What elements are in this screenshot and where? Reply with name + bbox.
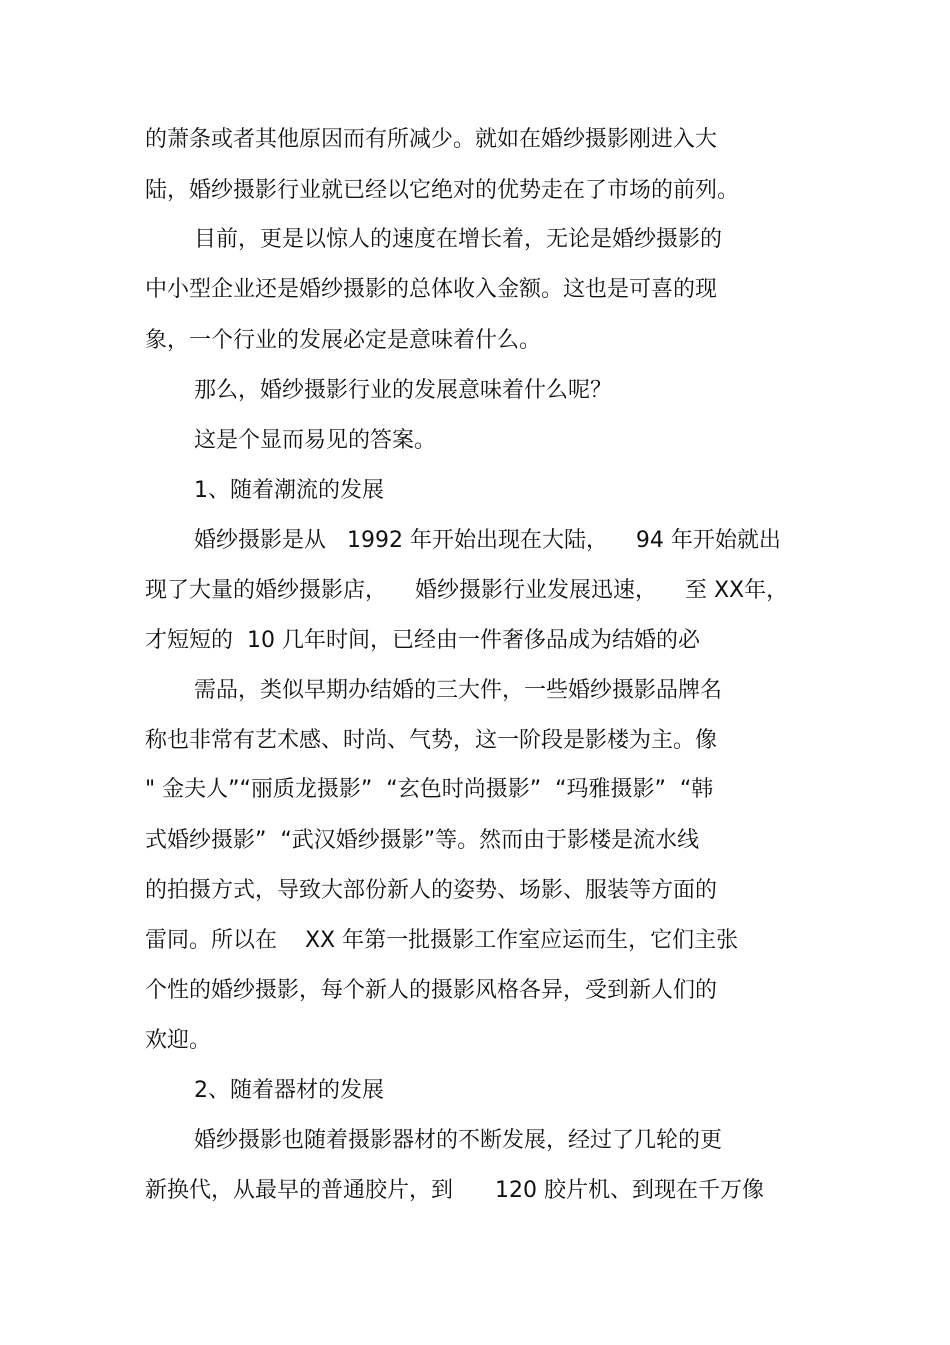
text-line: 象，一个行业的发展必定是意味着什么。 xyxy=(145,328,542,353)
text-line: 称也非常有艺术感、时尚、气势，这一阶段是影楼为主。像 xyxy=(145,728,718,753)
paragraph-start-line: 这是个显而易见的答案。 xyxy=(194,428,437,453)
text-line: 雷同。所以在 XX 年第一批摄影工作室应运而生，它们主张 xyxy=(145,928,739,953)
paragraph-start-line: 婚纱摄影也随着摄影器材的不断发展，经过了几轮的更 xyxy=(194,1128,723,1153)
text-line: 的拍摄方式，导致大部份新人的姿势、场影、服装等方面的 xyxy=(145,878,718,903)
paragraph-start-line: 婚纱摄影是从 1992 年开始出现在大陆， 94 年开始就出 xyxy=(194,528,781,553)
text-line: 才短短的 10 几年时间，已经由一件奢侈品成为结婚的必 xyxy=(145,628,700,653)
paragraph-start-line: 需品，类似早期办结婚的三大件，一些婚纱摄影品牌名 xyxy=(194,678,723,703)
text-line: 陆，婚纱摄影行业就已经以它绝对的优势走在了市场的前列。 xyxy=(145,178,740,203)
section-heading: 2、随着器材的发展 xyxy=(194,1078,384,1103)
text-line: 现了大量的婚纱摄影店， 婚纱摄影行业发展迅速， 至 XX年， xyxy=(145,578,789,603)
text-line: 个性的婚纱摄影，每个新人的摄影风格各异，受到新人们的 xyxy=(145,978,718,1003)
text-line: 新换代，从最早的普通胶片，到 120 胶片机、到现在千万像 xyxy=(145,1178,764,1203)
text-line: 欢迎。 xyxy=(145,1028,212,1053)
text-line: 中小型企业还是婚纱摄影的总体收入金额。这也是可喜的现 xyxy=(145,277,718,302)
section-heading: 1、随着潮流的发展 xyxy=(194,478,384,503)
text-line: 的萧条或者其他原因而有所减少。就如在婚纱摄影刚进入大 xyxy=(145,127,718,152)
text-line: 式婚纱摄影” “武汉婚纱摄影”等。然而由于影楼是流水线 xyxy=(145,828,700,853)
text-line: " 金夫人”“丽质龙摄影” “玄色时尚摄影” “玛雅摄影” “韩 xyxy=(145,777,714,802)
paragraph-start-line: 目前，更是以惊人的速度在增长着，无论是婚纱摄影的 xyxy=(194,227,723,252)
paragraph-start-line: 那么，婚纱摄影行业的发展意味着什么呢？ xyxy=(194,378,613,403)
